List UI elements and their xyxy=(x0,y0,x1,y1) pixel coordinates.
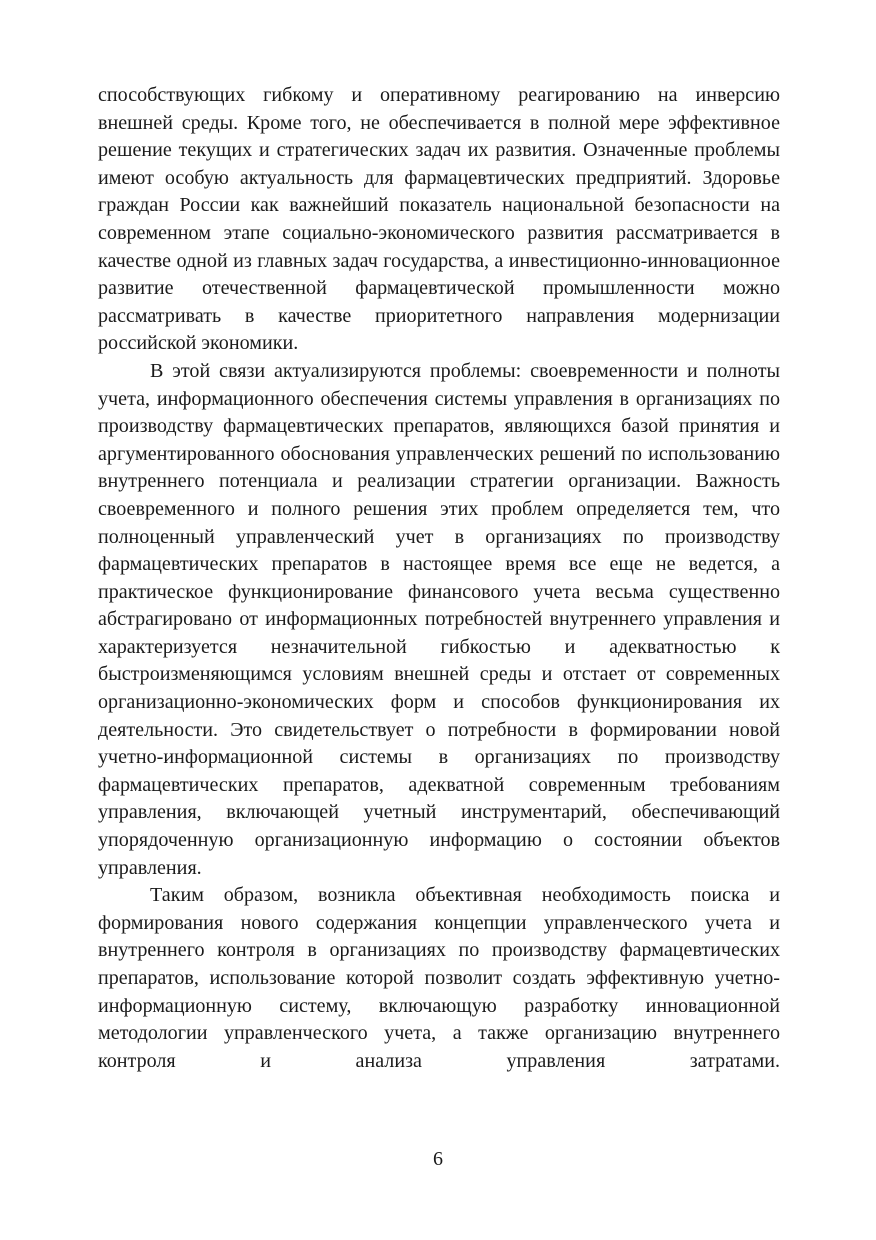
body-text xyxy=(98,82,780,1075)
paragraph-2: В этой связи актуализируются проблемы: своевременности и полноты учета, информационного обеспечения системы управления в организациях по производству фармацевтических препаратов, являющихся базой принятия и аргументированного обоснования управленческих решений по использованию внутреннего потенциала и реализации стратегии организации. Важность своевременного и полного решения этих проблем определяется тем, что полноценный управленческий учет в организациях по производству фармацевтических препаратов в настоящее время все еще не ведется, а практическое функционирование финансового учета весьма существенно абстрагировано от информационных потребностей внутреннего управления и характеризуется незначительной гибкостью и адекватностью к быстроизменяющимся условиям внешней среды и отстает от современных организационно-экономических форм и способов функционирования их деятельности. Это свидетельствует о потребности в формировании новой учетно-информационной системы в организациях по производству фармацевтических препаратов, адекватной современным требованиям управления, включающей учетный инструментарий, обеспечивающий упорядоченную организационную информацию о состоянии объектов управления. xyxy=(98,359,780,879)
paragraph-1: способствующих гибкому и оперативному реагированию на инверсию внешней среды. Кроме того, не обеспечивается в полной мере эффективное решение текущих и стратегических задач их развития. Означенные проблемы имеют особую актуальность для фармацевтических предприятий. Здоровье граждан России как важнейший показатель национальной безопасности на современном этапе социально-экономического развития рассматривается в качестве одной из главных задач государства, а инвестиционно-инновационное развитие отечественной фармацевтической промышленности можно рассматривать в качестве приоритетного направления модернизации российской экономики. xyxy=(98,84,780,355)
page-number: 6 xyxy=(433,1148,443,1170)
paragraph-3: Таким образом, возникла объективная необходимость поиска и формирования нового содержания концепции управленческого учета и внутреннего контроля в организациях по производству фармацевтических препаратов, использование которой позволит создать эффективную учетно-информационную систему, включающую разработку инновационной методологии управленческого учета, а также организацию внутреннего контроля и анализа управления затратами. xyxy=(98,884,780,1072)
